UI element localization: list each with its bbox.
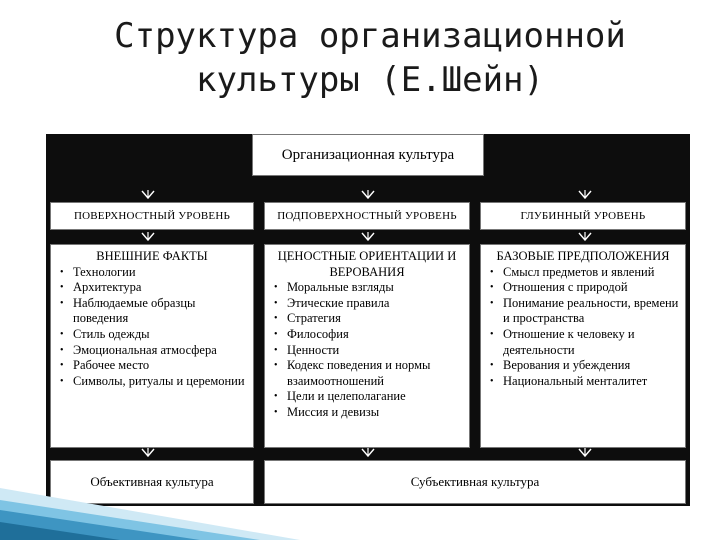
list-item: • Рабочее место xyxy=(57,358,247,374)
list-item: • Эмоциональная атмосфера xyxy=(57,343,247,359)
arrow-down-icon xyxy=(361,232,375,242)
arrow-down-icon xyxy=(361,190,375,200)
slide-title xyxy=(60,14,680,102)
root-box xyxy=(252,134,484,176)
column-list xyxy=(487,265,679,390)
list-item: • Ценности xyxy=(271,343,463,359)
list-item: • Отношения с природой xyxy=(487,280,679,296)
level-deep xyxy=(480,202,686,230)
objective-culture-label: Объективная культура xyxy=(90,474,214,489)
subjective-culture-box xyxy=(264,460,686,504)
list-item: • Философия xyxy=(271,327,463,343)
column-heading: БАЗОВЫЕ ПРЕДПОЛОЖЕНИЯ xyxy=(496,249,670,263)
arrow-down-icon xyxy=(578,190,592,200)
arrow-down-icon xyxy=(361,448,375,458)
list-item: • Верования и убеждения xyxy=(487,358,679,374)
title-line-1: Структура организационной xyxy=(114,16,626,56)
column-heading: ЦЕНОСТНЫЕ ОРИЕНТАЦИИ И ВЕРОВАНИЯ xyxy=(277,249,457,279)
decorative-corner-stripes xyxy=(0,448,300,540)
list-item: • Понимание реальности, времени и пространства xyxy=(487,296,679,327)
list-item: • Этические правила xyxy=(271,296,463,312)
arrow-down-icon xyxy=(141,232,155,242)
level-surface-label: ПОВЕРХНОСТНЫЙ УРОВЕНЬ xyxy=(73,210,231,222)
list-item: • Миссия и девизы xyxy=(271,405,463,421)
subjective-culture-label: Субъективная культура xyxy=(410,474,540,489)
arrow-down-icon xyxy=(578,232,592,242)
list-item: • Национальный менталитет xyxy=(487,374,679,390)
title-line-2: культуры (Е.Шейн) xyxy=(196,60,544,100)
arrow-down-icon xyxy=(578,448,592,458)
list-item: • Стиль одежды xyxy=(57,327,247,343)
list-item: • Символы, ритуалы и церемонии xyxy=(57,374,247,390)
column-heading: ВНЕШНИЕ ФАКТЫ xyxy=(96,249,208,263)
column-list xyxy=(271,280,463,420)
level-subsurface xyxy=(264,202,470,230)
column-external-facts xyxy=(50,244,254,448)
level-surface xyxy=(50,202,254,230)
arrow-down-icon xyxy=(141,190,155,200)
list-item: • Кодекс поведения и нормы взаимоотношений xyxy=(271,358,463,389)
list-item: • Смысл предметов и явлений xyxy=(487,265,679,281)
list-item: • Архитектура xyxy=(57,280,247,296)
level-deep-label: ГЛУБИННЫЙ УРОВЕНЬ xyxy=(520,210,646,222)
root-label: Организационная культура xyxy=(281,146,455,163)
list-item: • Стратегия xyxy=(271,311,463,327)
list-item: • Технологии xyxy=(57,265,247,281)
list-item: • Отношение к человеку и деятельности xyxy=(487,327,679,358)
column-basic-assumptions xyxy=(480,244,686,448)
list-item: • Наблюдаемые образцы поведения xyxy=(57,296,247,327)
list-item: • Цели и целеполагание xyxy=(271,389,463,405)
column-value-orientations xyxy=(264,244,470,448)
column-list xyxy=(57,265,247,390)
list-item: • Моральные взгляды xyxy=(271,280,463,296)
level-subsurface-label: ПОДПОВЕРХНОСТНЫЙ УРОВЕНЬ xyxy=(277,210,457,222)
